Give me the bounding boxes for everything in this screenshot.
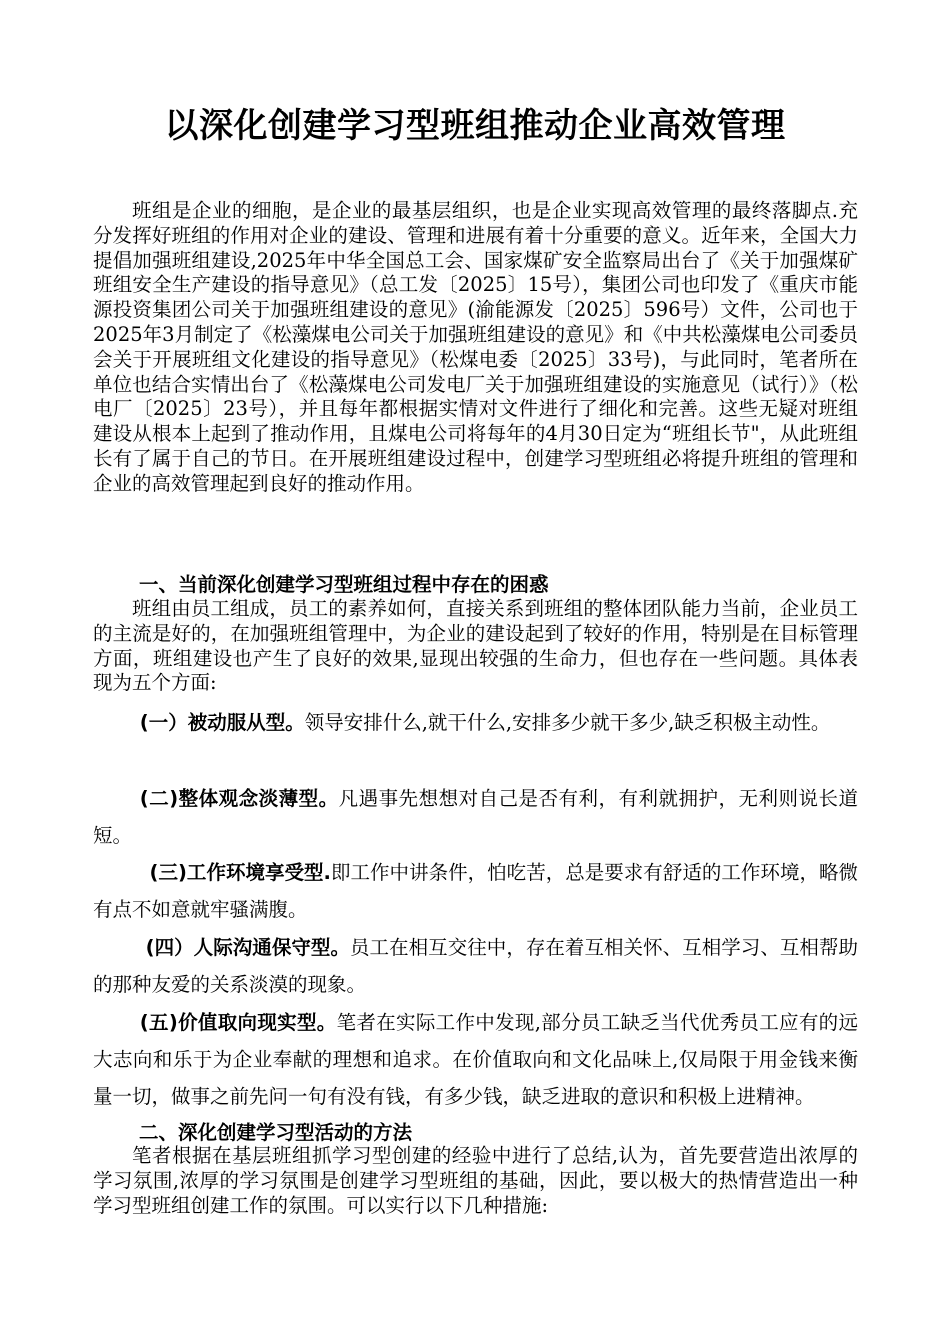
section1-intro-paragraph: 班组由员工组成，员工的素养如何，直接关系到班组的整体团队能力当前，企业员工的主流是好的，在加强班组管理中，为企业的建设起到了较好的作用，特别是在目标管理方面，班组建设也产生了良好的效果,显现出较强的生命力，但也存在一些问题。具体表现为五个方面: — [93, 597, 858, 695]
problem-item-4-lead: (四）人际沟通保守型。 — [145, 936, 350, 959]
section1-heading: 一、当前深化创建学习型班组过程中存在的困惑 — [139, 573, 549, 596]
problem-item-4 — [93, 929, 858, 1003]
problem-item-1 — [93, 704, 858, 741]
section2-heading: 二、深化创建学习型活动的方法 — [139, 1121, 413, 1144]
problem-item-3 — [93, 854, 858, 928]
problem-item-3-lead: (三)工作环境享受型. — [149, 861, 331, 884]
problem-item-3-text: 即工作中讲条件，怕吃苦，总是要求有舒适的工作环境，略微有点不如意就牢骚满腹。 — [93, 861, 858, 921]
problem-item-2-text: 凡遇事先想想对自己是否有利，有利就拥护，无利则说长道短。 — [93, 787, 858, 847]
intro-paragraph: 班组是企业的细胞，是企业的最基层组织，也是企业实现高效管理的最终落脚点.充分发挥好班组的作用对企业的建设、管理和进展有着十分重要的意义。近年来，全国大力提倡加强班组建设,2025年中华全国总工会、国家煤矿安全监察局出台了《关于加强煤矿班组安全生产建设的指导意见》（总工发〔2025〕15号），集团公司也印发了《重庆市能源投资集团公司关于加强班组建设的意见》(渝能源发〔2025〕596号）文件，公司也于2025年3月制定了《松藻煤电公司关于加强班组建设的意见》和《中共松藻煤电公司委员会关于开展班组文化建设的指导意见》（松煤电委〔2025〕33号)，与此同时，笔者所在单位也结合实情出台了《松藻煤电公司发电厂关于加强班组建设的实施意见（试行）》（松电厂〔2025〕23号），并且每年都根据实情对文件进行了细化和完善。这些无疑对班组建设从根本上起到了推动作用，且煤电公司将每年的4月30日定为“班组长节"，从此班组长有了属于自己的节日。在开展班组建设过程中，创建学习型班组必将提升班组的管理和企业的高效管理起到良好的推动作用。 — [93, 199, 858, 495]
problem-item-1-lead: (一）被动服从型。 — [139, 711, 305, 734]
problem-item-5-lead: (五)价值取向现实型。 — [139, 1011, 337, 1034]
problem-item-5-text: 笔者在实际工作中发现,部分员工缺乏当代优秀员工应有的远大志向和乐于为企业奉献的理想和追求。在价值取向和文化品味上,仅局限于用金钱来衡量一切，做事之前先问一句有没有钱，有多少钱，缺乏进取的意识和积极上进精神。 — [93, 1011, 858, 1108]
problem-item-1-text: 领导安排什么,就干什么,安排多少就干多少,缺乏积极主动性。 — [304, 711, 831, 734]
problem-item-2 — [93, 780, 858, 854]
problem-item-4-text: 员工在相互交往中，存在着互相关怀、互相学习、互相帮助的那种友爱的关系淡漠的现象。 — [93, 936, 858, 996]
problem-item-5 — [93, 1004, 858, 1115]
section2-intro-paragraph: 笔者根据在基层班组抓学习型创建的经验中进行了总结,认为，首先要营造出浓厚的学习氛围,浓厚的学习氛围是创建学习型班组的基础，因此，要以极大的热情营造出一种学习型班组创建工作的氛围。可以实行以下几种措施: — [93, 1144, 858, 1217]
problem-item-2-lead: (二)整体观念淡薄型。 — [139, 787, 339, 810]
document-title: 以深化创建学习型班组推动企业高效管理 — [164, 106, 786, 146]
